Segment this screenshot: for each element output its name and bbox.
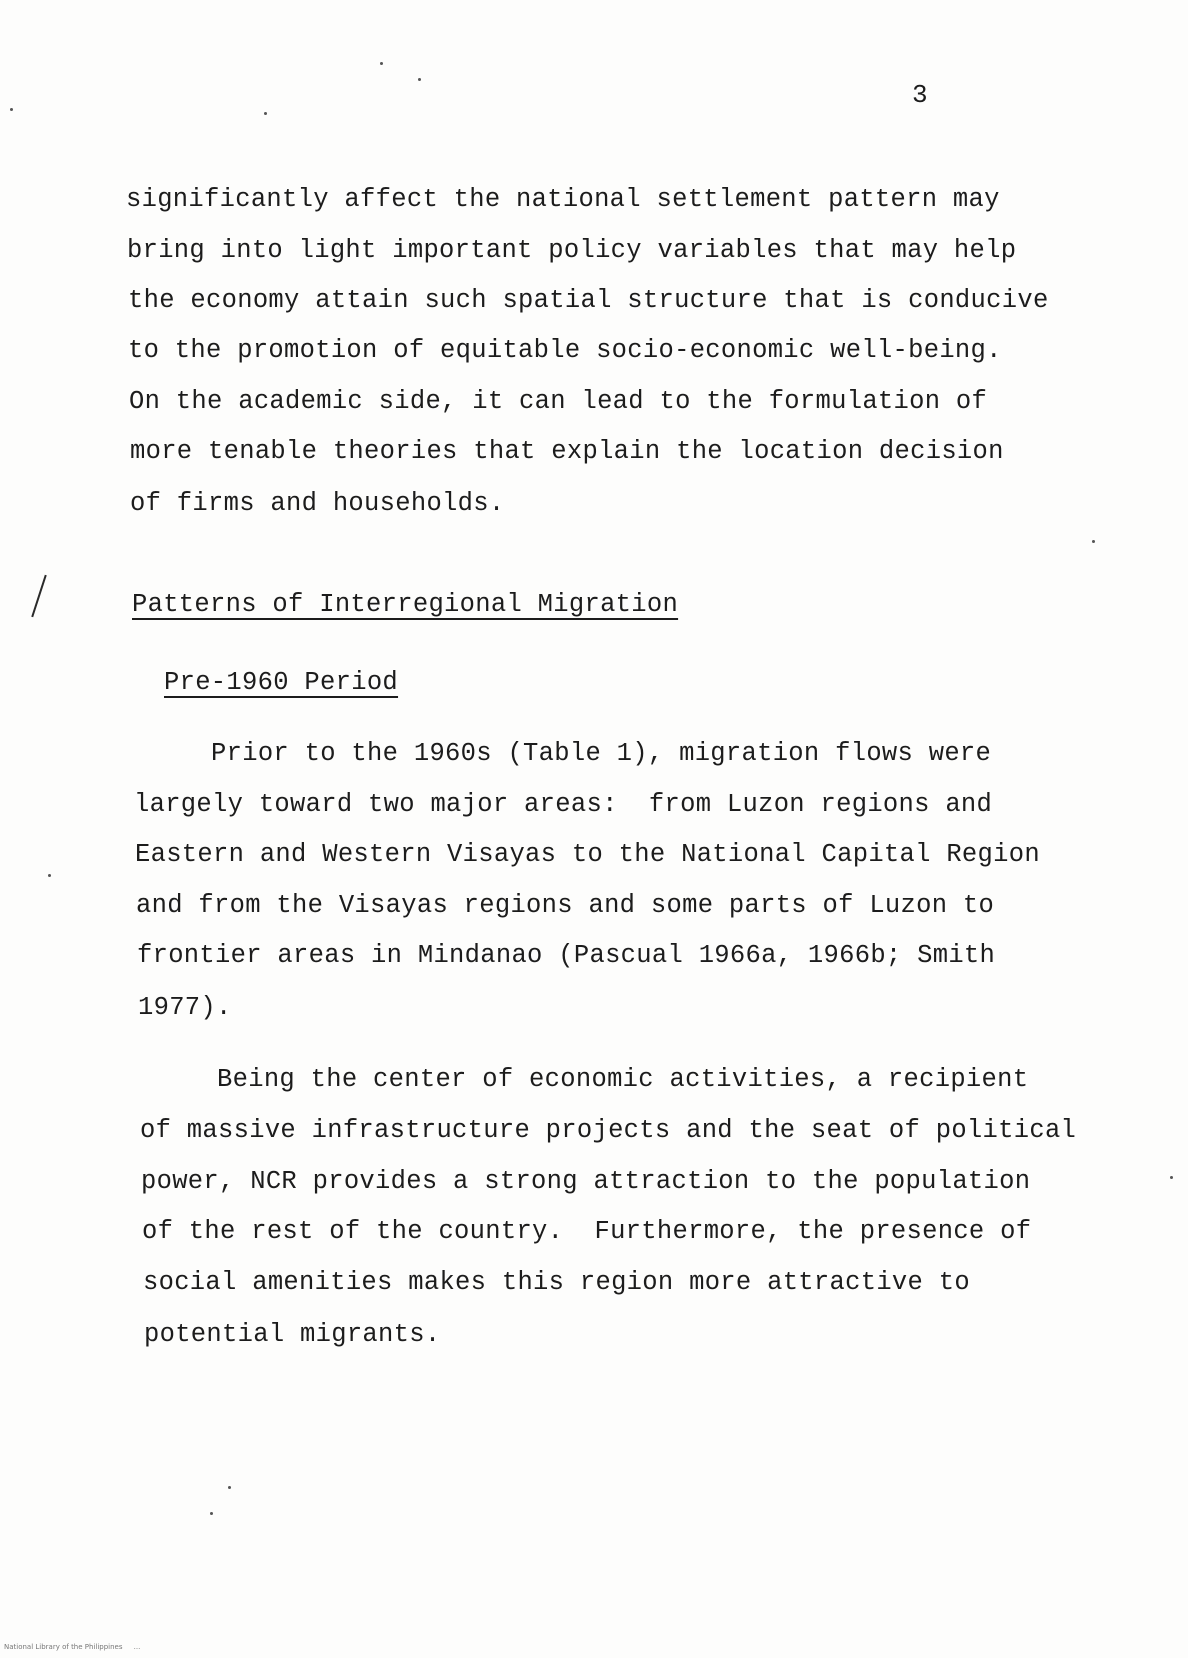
scan-speck xyxy=(418,78,421,81)
section-heading: Patterns of Interregional Migration xyxy=(132,590,679,619)
scan-speck xyxy=(1170,1176,1173,1179)
paragraph-line: frontier areas in Mindanao (Pascual 1966a, 1966b; Smith xyxy=(137,941,996,970)
paragraph-line: and from the Visayas regions and some parts of Luzon to xyxy=(136,891,995,920)
paragraph-line: to the promotion of equitable socio-economic well-being. xyxy=(128,336,1002,365)
paragraph-line: Being the center of economic activities, a recipient xyxy=(139,1065,1029,1094)
scan-speck xyxy=(48,874,51,877)
page-number: 3 xyxy=(912,80,928,110)
scan-footer-note: National Library of the Philippines ... xyxy=(4,1643,141,1651)
paragraph-line: significantly affect the national settlement pattern may xyxy=(126,185,1000,214)
paragraph-line: bring into light important policy variables that may help xyxy=(127,236,1017,265)
scan-speck xyxy=(210,1512,213,1515)
scan-speck xyxy=(228,1486,231,1489)
paragraph-line: 1977). xyxy=(138,993,232,1022)
paragraph-line: Eastern and Western Visayas to the National Capital Region xyxy=(135,840,1040,869)
paragraph-line: of massive infrastructure projects and the seat of political xyxy=(140,1116,1077,1145)
paragraph-line: potential migrants. xyxy=(144,1320,441,1349)
scan-speck xyxy=(10,108,13,111)
scan-speck xyxy=(264,112,267,115)
subsection-heading: Pre-1960 Period xyxy=(164,668,399,697)
scan-speck xyxy=(1092,540,1095,543)
paragraph-line: Prior to the 1960s (Table 1), migration flows were xyxy=(133,739,992,768)
paragraph-line: more tenable theories that explain the location decision xyxy=(130,437,1004,466)
paragraph-line: On the academic side, it can lead to the formulation of xyxy=(129,387,988,416)
paragraph-line: social amenities makes this region more attractive to xyxy=(143,1268,970,1297)
margin-slash-mark xyxy=(31,575,46,617)
paragraph-line: the economy attain such spatial structure that is conducive xyxy=(128,286,1049,315)
scan-speck xyxy=(380,62,383,65)
paragraph-line: of the rest of the country. Furthermore, the presence of xyxy=(142,1217,1032,1246)
paragraph-line: largely toward two major areas: from Luzon regions and xyxy=(134,790,993,819)
paragraph-line: power, NCR provides a strong attraction to the population xyxy=(141,1167,1031,1196)
paragraph-line: of firms and households. xyxy=(130,489,505,518)
